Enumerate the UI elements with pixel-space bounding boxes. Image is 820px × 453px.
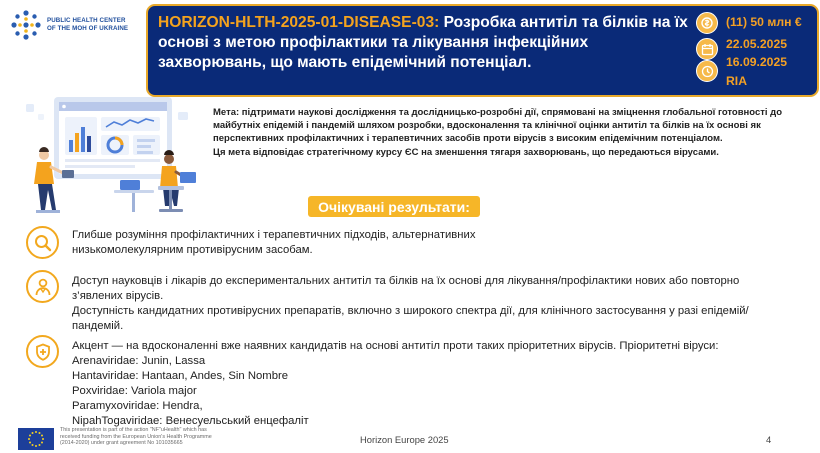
call-title xyxy=(158,13,688,73)
expected-results-heading: Очікувані результати: xyxy=(308,196,480,217)
action-type: RIA xyxy=(726,74,747,88)
virus-family-line: Poxviridae: Variola major xyxy=(72,385,197,397)
deadline-date: 16.09.2025 xyxy=(726,55,787,69)
money-icon xyxy=(696,12,718,34)
clock-icon xyxy=(696,60,718,82)
result-item-1 xyxy=(72,228,512,258)
call-banner xyxy=(146,4,819,97)
virus-family-line: NipahTogaviridae: Венесуельський енцефаліт xyxy=(72,415,309,427)
call-code: HORIZON-HLTH-2025-01-DISEASE-03: xyxy=(158,14,440,31)
virus-family-line: Paramyxoviridae: Hendra, xyxy=(72,400,203,412)
org-name-line2: OF THE MOH OF UKRAINE xyxy=(47,25,129,32)
virus-family-line: Hantaviridae: Hantaan, Andes, Sin Nombre xyxy=(72,370,289,382)
open-date: 22.05.2025 xyxy=(726,37,787,51)
call-title-text: Розробка антитіл та білків на їх основі з метою профілактики та лікування інфекційних захворювань, що мають епідемічний потенціал. xyxy=(158,14,688,71)
call-meta xyxy=(692,6,817,95)
virus-family-line: Arenaviridae: Junin, Lassa xyxy=(72,355,206,367)
page-number: 4 xyxy=(766,434,772,445)
shield-icon xyxy=(26,335,59,368)
research-team-illustration xyxy=(18,92,208,222)
org-name-line1: PUBLIC HEALTH CENTER xyxy=(47,17,126,24)
researcher-icon xyxy=(26,270,59,303)
footer-title: Horizon Europe 2025 xyxy=(360,434,449,445)
organization-logo xyxy=(10,8,150,42)
calendar-icon xyxy=(696,38,718,60)
eu-flag-icon xyxy=(18,428,54,450)
result-item-2 xyxy=(72,274,792,334)
result-line: Акцент — на вдосконаленні вже наявних кандидатів на основі антитіл проти таких пріоритетних вірусів. Пріоритетні віруси: xyxy=(72,340,719,352)
result-item-3 xyxy=(72,339,792,429)
goal-block xyxy=(213,106,793,159)
footer xyxy=(0,426,820,453)
funding-note: This presentation is part of the action "NF"uHealth" which has received funding from the European Union's Health Programme (2014-2020) under grant agreement No 101035665 xyxy=(60,427,212,447)
phc-emblem-icon xyxy=(10,9,42,41)
magnifier-icon xyxy=(26,226,59,259)
goal-alignment-text: Ця мета відповідає стратегічному курсу ЄС на зменшення тягаря захворювань, що передаються вірусами. xyxy=(213,146,719,158)
result-line: Глибше розуміння профілактичних і терапевтичних підходів, альтернативних низькомолекулярним противірусним засобам. xyxy=(72,229,476,256)
budget-value: (11) 50 млн € xyxy=(726,15,802,29)
goal-text: Мета: підтримати наукові дослідження та дослідницько-розробні дії, спрямовані на зміцнення глобальної готовності до майбутніх епідемій і пандемій шляхом розробки, вдосконалення та клінічної оцінки антитіл та білків на їх основі як перспективних профілактичних і терапевтичних засобів проти вірусів з високим епідемічним потенціалом. xyxy=(213,107,783,145)
result-line: Доступ науковців і лікарів до експериментальних антитіл та білків на їх основі для лікування/профілактики нових або повторно з’явлених вірусів. xyxy=(72,275,740,302)
result-line: Доступність кандидатних противірусних препаратів, включно з широкого спектра дії, для клінічного застосування у разі епідемій/пандемій. xyxy=(72,305,749,332)
